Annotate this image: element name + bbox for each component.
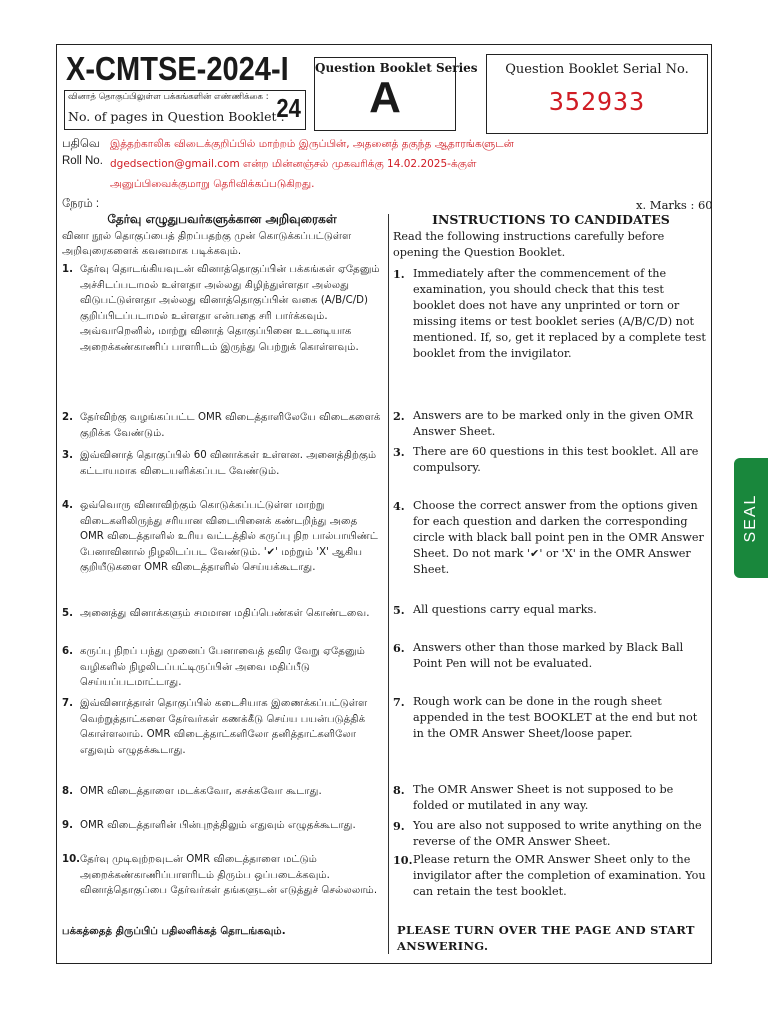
english-item: 5. All questions carry equal marks. [393,603,597,617]
tamil-item: 7. இவ்வினாத்தாள் தொகுப்பில் கடைசியாக இணைக்கப்பட்டுள்ள வெற்றுத்தாட்களை தேர்வர்கள் கணக்கீடு செய்ய பயன்படுத்திக் கொள்ளலாம். OMR விடைத்தாட்களிலோ தனித்தாட்களிலோ எதுவும் எழுதக்கூடாது. [62,698,368,756]
exam-code: X-CMTSE-2024-I [66,50,289,87]
serial-label: Question Booklet Serial No. [505,62,689,77]
tamil-item: 4. ஒவ்வொரு வினாவிற்கும் கொடுக்கப்பட்டுள்ள மாற்று விடைகளிலிருந்து சரியான விடையினைக் கண்டறிந்து அதை OMR விடைத்தாளில் உரிய வட்டத்தில் கருப்பு நிற பால்பாயிண்ட் பேனாவினால் நிழலிடப்பட வேண்டும். '✔' மற்றும் 'X' ஆகிய குறியீடுகளை OMR விடைத்தாளில் செய்யக்கூடாது. [62,500,378,574]
pages-count-box [64,90,306,130]
english-heading: INSTRUCTIONS TO CANDIDATES [432,212,670,227]
series-value: A [369,73,401,122]
booklet-serial-box [486,54,708,134]
english-item: 10. Please return the OMR Answer Sheet only to the invigilator after the completion of examination. You can retain the test booklet. [393,853,706,898]
booklet-series-box [314,57,478,131]
roll-label-partial: Roll No. [62,155,103,167]
tamil-instructions [62,212,382,937]
tamil-intro: வினா நூல் தொகுப்பைத் திறப்பதற்கு முன் கொடுக்கப்பட்டுள்ள அறிவுரைகளைக் கவனமாக படிக்கவும். [62,230,352,258]
time-label-partial: நேரம் : [62,198,100,210]
english-item: 4. Choose the correct answer from the options given for each question and darken the corresponding circle with black ball point pen in the OMR Answer Sheet. Do not mark '✔' or 'X' in the OMR Answer Sheet. [393,499,704,576]
english-intro: Read the following instructions carefully before opening the Question Booklet. [393,230,665,259]
pages-label: No. of pages in Question Booklet : [68,109,285,124]
notice-line-3: அனுப்பிவைக்குமாறு தெரிவிக்கப்படுகிறது. [110,178,315,190]
english-item: 9. You are also not supposed to write anything on the reverse of the OMR Answer Sheet. [393,819,702,848]
english-item: 7. Rough work can be done in the rough sheet appended in the test BOOKLET at the end but not in the OMR Answer Sheet/loose paper. [393,695,698,740]
pages-label-tamil: வினாத் தொகுப்பிலுள்ள பக்கங்களின் எண்ணிக்கை : [68,92,269,102]
english-instructions [393,212,709,953]
tamil-footer: பக்கத்தைத் திருப்பிப் பதிலளிக்கத் தொடங்கவும். [62,926,286,937]
english-item: 8. The OMR Answer Sheet is not supposed to be folded or mutilated in any way. [393,783,674,812]
pages-count: 24 [276,93,301,123]
tamil-item: 2. தேர்விற்கு வழங்கப்பட்ட OMR விடைத்தாளிலேயே விடைகளைக் குறிக்க வேண்டும். [62,412,381,439]
english-item: 6. Answers other than those marked by Black Ball Point Pen will not be evaluated. [393,641,684,670]
serial-value: 352933 [548,87,646,116]
english-item: 3. There are 60 questions in this test booklet. All are compulsory. [393,445,699,474]
tamil-item: 8. OMR விடைத்தாளை மடக்கவோ, கசக்கவோ கூடாது. [62,786,322,797]
seal-tab [734,458,768,578]
tamil-item: 5. அனைத்து வினாக்களும் சமமான மதிப்பெண்கள் கொண்டவை. [62,608,370,619]
tamil-item: 9. OMR விடைத்தாளின் பின்புறத்திலும் எதுவும் எழுதக்கூடாது. [62,820,356,831]
notice-line-1: இத்தற்காலிக விடைக்குறிப்பில் மாற்றம் இருப்பின், அதனைத் தகுந்த ஆதாரங்களுடன் [110,138,514,150]
column-divider [388,214,389,954]
max-marks-partial: x. Marks : 60 [636,198,713,212]
english-item: 1. Immediately after the commencement of the examination, you should check that this test booklet does not have any unprinted or torn or missing items or test booklet series (A/B/C/D) not mentioned. If, so, get it replaced by a complete test booklet from the invigilator. [393,267,706,360]
tamil-item: 10. தேர்வு முடிவுற்றவுடன் OMR விடைத்தாளை மட்டும் அறைக்கண்காணிப்பாளரிடம் திரும்ப ஒப்படைக்கவும். வினாத்தொகுப்பை தேர்வர்கள் தங்களுடன் எடுத்துச் செல்லலாம். [62,854,378,897]
seal-label: SEAL [742,493,759,543]
tamil-heading: தேர்வு எழுதுபவர்களுக்கான அறிவுரைகள் [107,212,337,226]
tamil-item: 3. இவ்வினாத் தொகுப்பில் 60 வினாக்கள் உள்ளன. அனைத்திற்கும் கட்டாயமாக விடையளிக்கப்பட வேண்டும். [62,450,377,477]
tamil-item: 1. தேர்வு தொடங்கியவுடன் வினாத்தொகுப்பின் பக்கங்கள் ஏதேனும் அச்சிடப்படாமல் உள்ளதா அல்லது கிழிந்துள்ளதா அல்லது விடுபட்டுள்ளதா அல்லது வினாத்தொகுப்பின் வகை (A/B/C/D) குறிப்பிடப்படாமல் உள்ளதா என்பதை சரி பார்க்கவும். அவ்வாறெனில், மாற்று வினாத் தொகுப்பினை உடனடியாக அறைக்கண்காணிப் பாளரிடம் இருந்து பெற்றுக் கொள்ளவும். [62,264,380,353]
tamil-item: 6. கருப்பு நிறப் பந்து முனைப் பேனாவைத் தவிர வேறு ஏதேனும் வழிகளில் நிழலிடப்பட்டிருப்பின் அவை மதிப்பீடு செய்யப்படமாட்டாது. [62,646,365,689]
series-label: Question Booklet Series [315,61,478,75]
roll-label-tamil-partial: பதிவெ [62,138,100,150]
notice-line-2: dgedsection@gmail.com என்ற மின்னஞ்சல் முகவரிக்கு 14.02.2025-க்குள் [110,158,477,170]
english-item: 2. Answers are to be marked only in the given OMR Answer Sheet. [393,409,694,438]
english-footer: PLEASE TURN OVER THE PAGE AND START ANSWERING. [397,923,695,953]
